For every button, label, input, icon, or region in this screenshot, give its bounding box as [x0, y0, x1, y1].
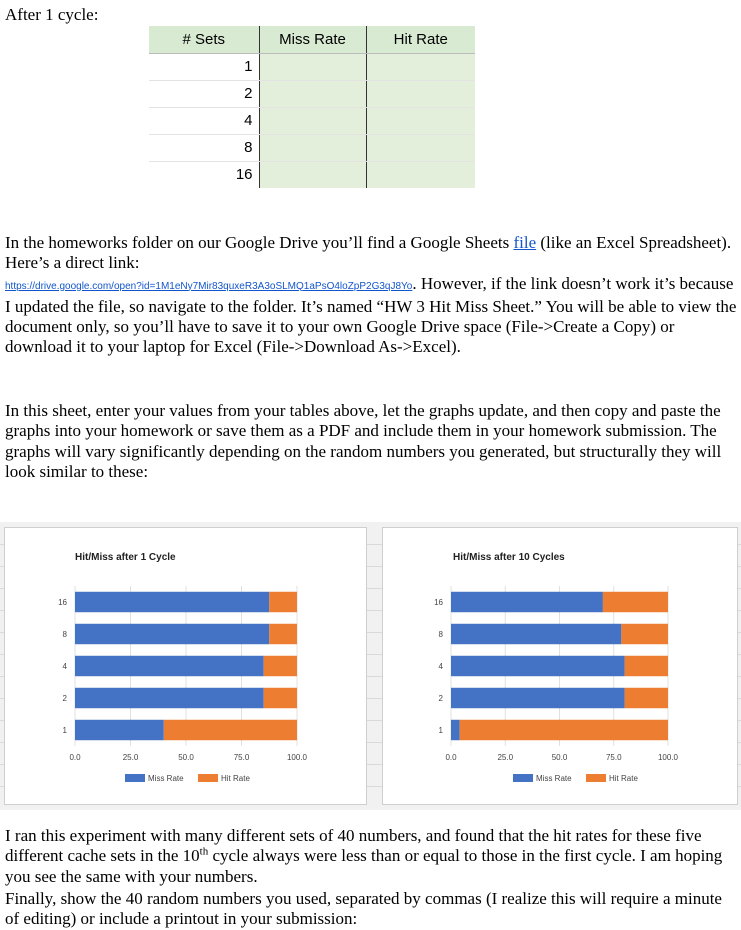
y-tick-label: 8	[62, 630, 67, 639]
bar-segment	[264, 656, 297, 676]
bar-segment	[451, 592, 603, 612]
bar-segment	[621, 624, 668, 644]
paragraph-text: cycle always were less than or equal to those in the first cycle. I am hoping you see the same with your numbers.	[5, 846, 723, 886]
legend-swatch	[513, 774, 533, 782]
sets-cell: 4	[149, 107, 259, 134]
x-tick-label: 25.0	[122, 753, 139, 762]
bar-segment	[625, 688, 668, 708]
bar-segment	[75, 592, 269, 612]
bar-segment	[603, 592, 668, 612]
table-row	[149, 107, 475, 134]
bar-segment	[625, 656, 668, 676]
legend-swatch	[198, 774, 218, 782]
legend-swatch	[125, 774, 145, 782]
y-tick-label: 1	[62, 726, 67, 735]
legend-swatch	[586, 774, 606, 782]
header-miss-rate: Miss Rate	[259, 26, 366, 53]
bar-segment	[75, 624, 269, 644]
bar-segment	[75, 656, 264, 676]
miss-rate-cell[interactable]	[259, 107, 366, 134]
paragraph-text: I ran this experiment with many different sets of 40 numbers, and found that the hit rates for these five different cache sets in the 10	[5, 826, 702, 866]
y-tick-label: 1	[438, 726, 443, 735]
bar-segment	[451, 624, 621, 644]
miss-rate-cell[interactable]	[259, 53, 366, 80]
bar-segment	[164, 720, 297, 740]
bar-segment	[264, 688, 297, 708]
bar-segment	[451, 688, 625, 708]
bar-segment	[460, 720, 668, 740]
sets-cell: 1	[149, 53, 259, 80]
y-tick-label: 2	[438, 694, 443, 703]
sets-cell: 8	[149, 134, 259, 161]
superscript: th	[199, 845, 209, 858]
chart-title: Hit/Miss after 10 Cycles	[453, 552, 565, 563]
table-row	[149, 80, 475, 107]
legend-label: Miss Rate	[536, 774, 572, 783]
chart-2-svg	[383, 528, 737, 804]
paragraph-final: Finally, show the 40 random numbers you used, separated by commas (I realize this will require a minute of editing) or include a printout in your submission:	[5, 889, 722, 929]
table-header-row	[149, 26, 475, 53]
x-tick-label: 75.0	[605, 753, 622, 762]
chart-10-cycles[interactable]	[382, 527, 738, 805]
miss-rate-cell[interactable]	[259, 134, 366, 161]
sets-table	[149, 26, 475, 188]
chart-1-svg	[5, 528, 366, 804]
miss-rate-cell[interactable]	[259, 161, 366, 188]
chart-title: Hit/Miss after 1 Cycle	[75, 552, 176, 563]
legend-label: Miss Rate	[148, 774, 184, 783]
paragraph-text: In the homeworks folder on our Google Drive you’ll find a Google Sheets	[5, 233, 514, 252]
sets-cell: 2	[149, 80, 259, 107]
sets-cell: 16	[235, 166, 253, 184]
x-tick-label: 100.0	[657, 753, 679, 762]
bar-segment	[269, 624, 297, 644]
y-tick-label: 4	[438, 662, 443, 671]
bar-segment	[75, 688, 264, 708]
x-tick-label: 0.0	[69, 753, 81, 762]
hit-rate-cell[interactable]	[366, 134, 475, 161]
paragraph-text: . However, if the link doesn’t work it’s because I updated the file, so navigate to the folder. It’s named “HW 3 Hit Miss Sheet.” You will be able to view the document only, so you’ll have to save it to your own Google Drive space (File->Create a Copy) or download it to your laptop for Excel (File->Download As->Excel).	[5, 273, 737, 357]
chart-1-cycle[interactable]	[4, 527, 367, 805]
bar-segment	[75, 720, 164, 740]
table-row	[149, 53, 475, 80]
y-tick-label: 8	[438, 630, 443, 639]
x-tick-label: 50.0	[551, 753, 568, 762]
table-row	[149, 134, 475, 161]
drive-url-link[interactable]: https://drive.google.com/open?id=1M1eNy7Mir83quxeR3A3oSLMQ1aPsO4loZpP2G3qJ8Yo	[5, 280, 413, 292]
hit-rate-cell[interactable]	[366, 53, 475, 80]
paragraph-text: (like an Excel Spreadsheet). Here’s a direct link:	[5, 233, 732, 273]
header-hit-rate: Hit Rate	[366, 26, 475, 53]
bar-segment	[451, 656, 625, 676]
hit-rate-cell[interactable]	[366, 107, 475, 134]
x-tick-label: 0.0	[445, 753, 457, 762]
x-tick-label: 25.0	[497, 753, 514, 762]
paragraph-instructions	[5, 233, 740, 358]
header-sets: # Sets	[149, 26, 259, 53]
bar-segment	[269, 592, 297, 612]
file-link[interactable]: file	[513, 233, 537, 252]
x-tick-label: 50.0	[178, 753, 194, 762]
hit-rate-cell[interactable]	[366, 80, 475, 107]
y-tick-label: 4	[62, 662, 67, 671]
x-tick-label: 75.0	[233, 753, 250, 762]
bar-segment	[451, 720, 460, 740]
legend-label: Hit Rate	[609, 774, 638, 783]
x-tick-label: 100.0	[286, 753, 308, 762]
y-tick-label: 16	[434, 598, 443, 607]
y-tick-label: 2	[62, 694, 67, 703]
paragraph-sheet: In this sheet, enter your values from your tables above, let the graphs update, and then copy and paste the graphs into your homework or save them as a PDF and include them in your homework submission. The graphs will vary significantly depending on the random numbers you generated, but structurally they will look similar to these:	[5, 401, 722, 481]
miss-rate-cell[interactable]	[259, 80, 366, 107]
hit-rate-cell[interactable]	[366, 161, 475, 188]
y-tick-label: 16	[58, 598, 67, 607]
paragraph-results	[5, 826, 740, 887]
section-heading: After 1 cycle:	[5, 5, 99, 24]
table-row	[149, 161, 475, 188]
legend-label: Hit Rate	[221, 774, 250, 783]
